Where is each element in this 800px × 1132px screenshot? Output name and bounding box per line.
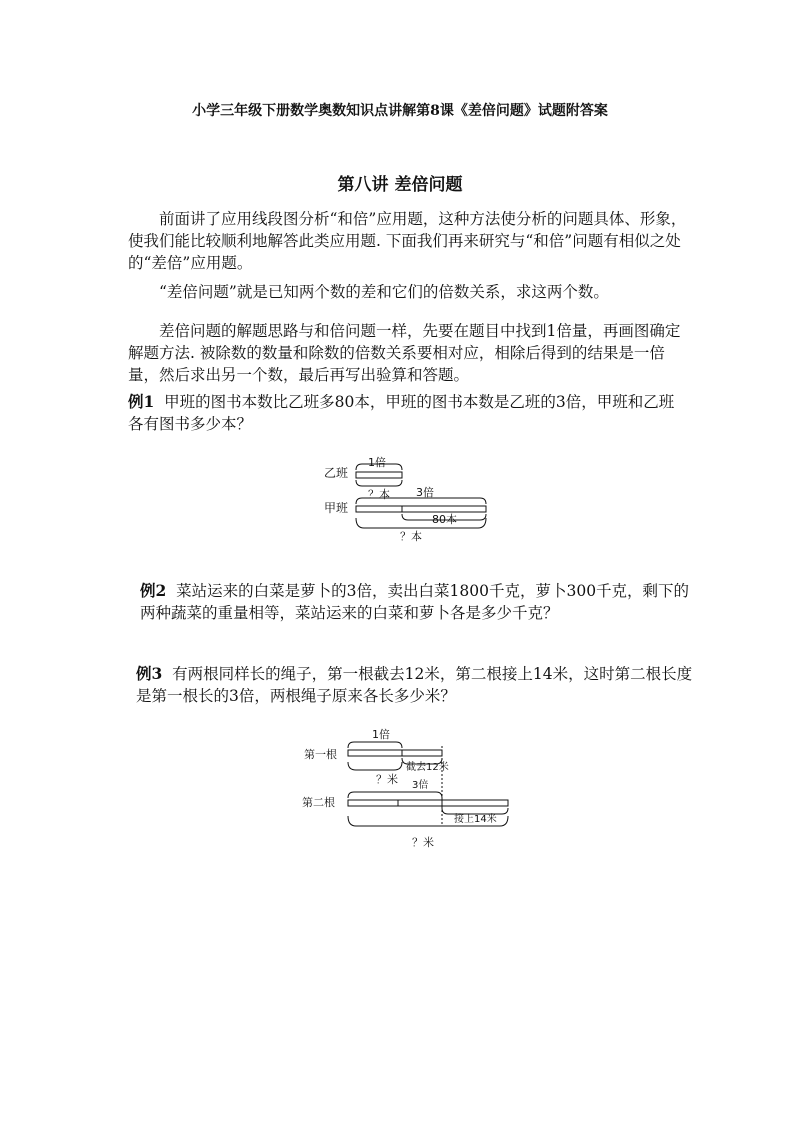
diagram2-one-times-brace [348, 742, 402, 748]
example-3-label: 例3 [136, 664, 163, 683]
diagram2-q-meters-second: ？米 [412, 836, 434, 849]
example-2-label: 例2 [140, 581, 167, 600]
diagram2-bar-first [348, 750, 442, 756]
diagram1-one-times: 1倍 [368, 456, 386, 469]
example-1-label: 例1 [128, 392, 155, 411]
diagram1-bar-yi [356, 472, 402, 478]
example-3-line-diagram [296, 724, 516, 854]
example-2 [140, 580, 695, 624]
diagram2-cut: 截去12米 [406, 762, 449, 773]
document-title: 小学三年级下册数学奥数知识点讲解第8课《差倍问题》试题附答案 [192, 103, 608, 119]
intro-paragraph: 前面讲了应用线段图分析“和倍”应用题，这种方法使分析的问题具体、形象，使我们能比较顺利地解答此类应用题. 下面我们再来研究与“和倍”问题有相似之处的“差倍”应用题。 [128, 210, 687, 272]
lecture-title: 第八讲 差倍问题 [337, 175, 463, 195]
diagram2-label-second: 第二根 [302, 796, 335, 809]
diagram1-label-yi: 乙班 [324, 466, 349, 480]
example-3-text: 有两根同样长的绳子，第一根截去12米，第二根接上14米，这时第二根长度是第一根长的3倍，两根绳子原来各长多少米？ [136, 665, 693, 705]
diagram1-label-jia: 甲班 [324, 501, 349, 515]
diagram1-three-times: 3倍 [416, 486, 434, 499]
diagram2-three-times-brace [348, 792, 442, 798]
method-paragraph: 差倍问题的解题思路与和倍问题一样，先要在题目中找到1倍量，再画图确定解题方法. 被除数的数量和除数的倍数关系要相对应，相除后得到的结果是一倍量，然后求出另一个数，最后再写出验算和答题。 [128, 322, 681, 384]
definition-paragraph: “差倍问题”就是已知两个数的差和它们的倍数关系，求这两个数。 [159, 283, 609, 301]
diagram1-diff: 80本 [432, 513, 457, 526]
diagram2-bar-second [348, 800, 508, 806]
diagram2-added: 接上14米 [454, 814, 497, 825]
diagram1-q-books-yi: ？本 [368, 488, 390, 501]
diagram2-q-meters-first: ？米 [376, 773, 398, 786]
example-1-line-diagram [320, 452, 500, 552]
example-2-text: 菜站运来的白菜是萝卜的3倍，卖出白菜1800千克，萝卜300千克，剩下的两种蔬菜的重量相等，菜站运来的白菜和萝卜各是多少千克？ [140, 582, 690, 622]
diagram1-bar-jia [356, 506, 486, 512]
diagram2-first-total-brace [348, 762, 402, 770]
diagram1-q-books-jia: ？本 [400, 530, 422, 543]
diagram2-three-times: 3倍 [412, 780, 429, 791]
diagram2-one-times: 1倍 [372, 728, 390, 741]
example-1 [128, 391, 688, 435]
diagram1-yi-total-brace [356, 480, 402, 486]
example-3 [136, 663, 696, 707]
diagram2-label-first: 第一根 [304, 748, 337, 761]
example-1-text: 甲班的图书本数比乙班多80本，甲班的图书本数是乙班的3倍，甲班和乙班各有图书多少本？ [128, 393, 675, 433]
